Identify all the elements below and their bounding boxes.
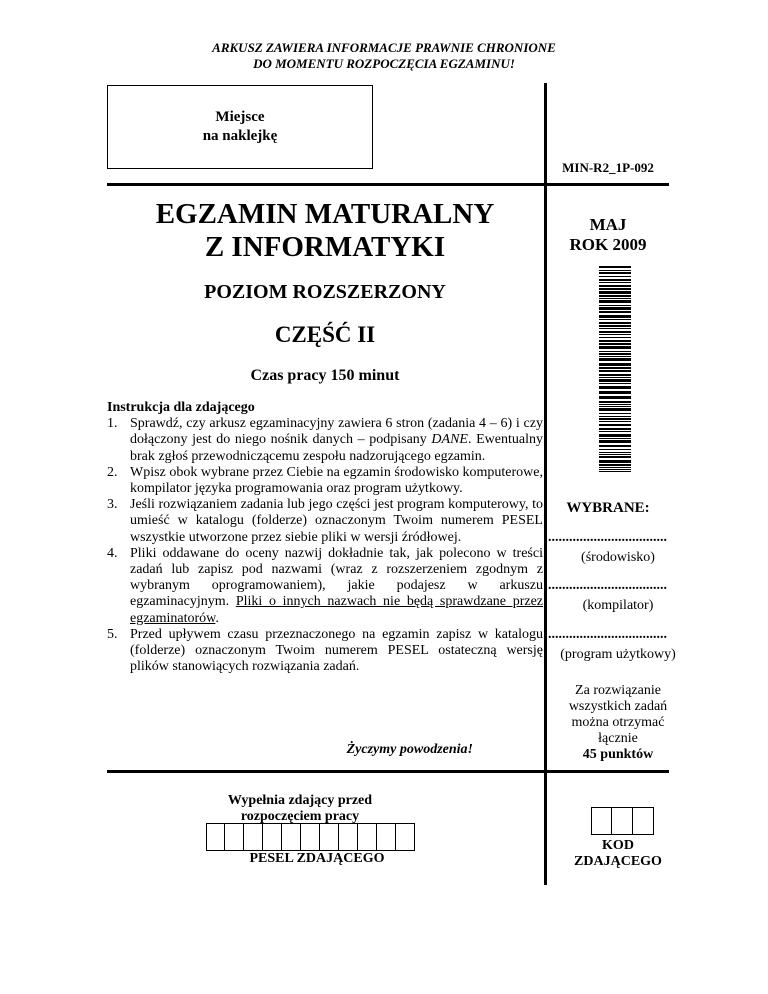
- pesel-digit-box[interactable]: [244, 823, 263, 851]
- points-line-1: Za rozwiązanie: [575, 683, 661, 698]
- pesel-digit-box[interactable]: [320, 823, 339, 851]
- kod-line-2: ZDAJĄCEGO: [574, 854, 662, 869]
- sticker-line-2: na naklejkę: [202, 128, 278, 144]
- exam-title: [107, 198, 543, 264]
- exam-part: CZĘŚĆ II: [274, 322, 376, 347]
- instruction-text: Przed upływem czasu przeznaczonego na egzamin zapisz w katalogu (folderze) oznaczonym Twoim numerem PESEL ostateczną wersję plików stanowiących rozwiązania zadań.: [130, 626, 543, 675]
- confidentiality-header: [0, 40, 768, 72]
- pesel-digit-box[interactable]: [301, 823, 320, 851]
- instructions-list: [107, 416, 543, 675]
- instruction-text: Wpisz obok wybrane przez Ciebie na egzamin środowisko komputerowe, kompilator języka programowania oraz program użytkowy.: [130, 464, 543, 497]
- selected-title: WYBRANE:: [566, 500, 650, 516]
- pesel-label: PESEL ZDAJĄCEGO: [249, 851, 385, 866]
- barcode-icon: [599, 266, 631, 472]
- header-line-2: DO MOMENTU ROZPOCZĘCIA EGZAMINU!: [253, 56, 515, 71]
- kod-digit-box[interactable]: [633, 807, 654, 835]
- pesel-digit-box[interactable]: [282, 823, 301, 851]
- instructions-title: Instrukcja dla zdającego: [107, 400, 255, 415]
- exam-level: POZIOM ROZSZERZONY: [204, 281, 446, 303]
- program-field[interactable]: ..................................: [548, 627, 667, 642]
- program-label: (program użytkowy): [560, 647, 676, 662]
- pesel-boxes: [206, 823, 415, 851]
- instruction-number: 4.: [107, 545, 118, 561]
- instruction-item: [107, 627, 543, 676]
- points-line-4: łącznie: [598, 731, 638, 746]
- kod-digit-box[interactable]: [612, 807, 633, 835]
- instruction-text: Pliki oddawane do oceny nazwij dokładnie tak, jak polecono w treści zadań lub zapisz pod nazwami (wraz z rozszerzeniem zgodnym z wybranym oprogramowaniem), jakie podajesz w arkuszu egzaminacyjnym.: [130, 545, 543, 610]
- instruction-number: 5.: [107, 626, 118, 642]
- compiler-label: (kompilator): [582, 598, 654, 613]
- compiler-field[interactable]: ..................................: [548, 578, 667, 593]
- fill-line-2: rozpoczęciem pracy: [240, 809, 360, 824]
- environment-label: (środowisko): [581, 550, 655, 565]
- instruction-number: 3.: [107, 497, 118, 513]
- kod-label: [548, 838, 688, 870]
- exam-month: MAJ: [589, 215, 627, 234]
- exam-time: Czas pracy 150 minut: [250, 367, 400, 384]
- instruction-item: [107, 416, 543, 465]
- exam-code: MIN-R2_1P-092: [562, 160, 654, 175]
- top-divider: [107, 183, 669, 186]
- instruction-text-underlined: Pliki o innych nazwach nie będą sprawdzane przez egzaminatorów: [130, 594, 543, 626]
- title-line-2: Z INFORMATYKI: [204, 231, 446, 263]
- instruction-text: Jeśli rozwiązaniem zadania lub jego części jest program komputerowy, to umieść w katalogu (folderze) oznaczonym Twoim numerem PESEL wszystkie utworzone przez siebie pliki w wersji źródłowej.: [130, 497, 543, 545]
- good-luck-message: Życzymy powodzenia!: [346, 742, 473, 757]
- pesel-digit-box[interactable]: [206, 823, 225, 851]
- pesel-digit-box[interactable]: [225, 823, 244, 851]
- pesel-digit-box[interactable]: [358, 823, 377, 851]
- instruction-number: 2.: [107, 464, 118, 480]
- instruction-item: [107, 497, 543, 546]
- kod-line-1: KOD: [602, 838, 634, 853]
- instruction-number: 1.: [107, 416, 118, 432]
- bottom-divider: [107, 770, 669, 773]
- exam-year: ROK 2009: [569, 235, 647, 254]
- kod-digit-box[interactable]: [591, 807, 612, 835]
- instructions: [107, 400, 543, 675]
- points-total: 45 punktów: [582, 747, 654, 762]
- instruction-text: Sprawdź, czy arkusz egzaminacyjny zawiera 6 stron (zadania 4 – 6) i czy dołączony jest do niego nośnik danych – podpisany: [130, 416, 543, 448]
- kod-boxes: [591, 807, 654, 835]
- pesel-digit-box[interactable]: [263, 823, 282, 851]
- exam-date: [548, 215, 668, 255]
- vertical-divider: [544, 83, 547, 885]
- points-line-3: można otrzymać: [571, 715, 665, 730]
- instruction-item: [107, 465, 543, 497]
- pesel-digit-box[interactable]: [396, 823, 415, 851]
- environment-field[interactable]: ..................................: [548, 530, 667, 545]
- points-line-2: wszystkich zadań: [568, 699, 668, 714]
- fill-instruction: [200, 793, 400, 825]
- fill-line-1: Wypełnia zdający przed: [227, 793, 373, 808]
- sticker-label: [107, 108, 373, 146]
- header-line-1: ARKUSZ ZAWIERA INFORMACJE PRAWNIE CHRONIONE: [212, 40, 556, 55]
- points-info: [548, 683, 688, 763]
- sticker-line-1: Miejsce: [215, 109, 265, 125]
- pesel-digit-box[interactable]: [339, 823, 358, 851]
- instruction-text: . Ewentualny brak zgłoś przewodniczącemu zespołu nadzorującego egzamin.: [130, 432, 543, 464]
- instruction-item: [107, 546, 543, 627]
- title-line-1: EGZAMIN MATURALNY: [155, 198, 495, 230]
- pesel-digit-box[interactable]: [377, 823, 396, 851]
- instruction-text: .: [215, 610, 219, 626]
- instruction-text-italic: DANE: [431, 432, 468, 448]
